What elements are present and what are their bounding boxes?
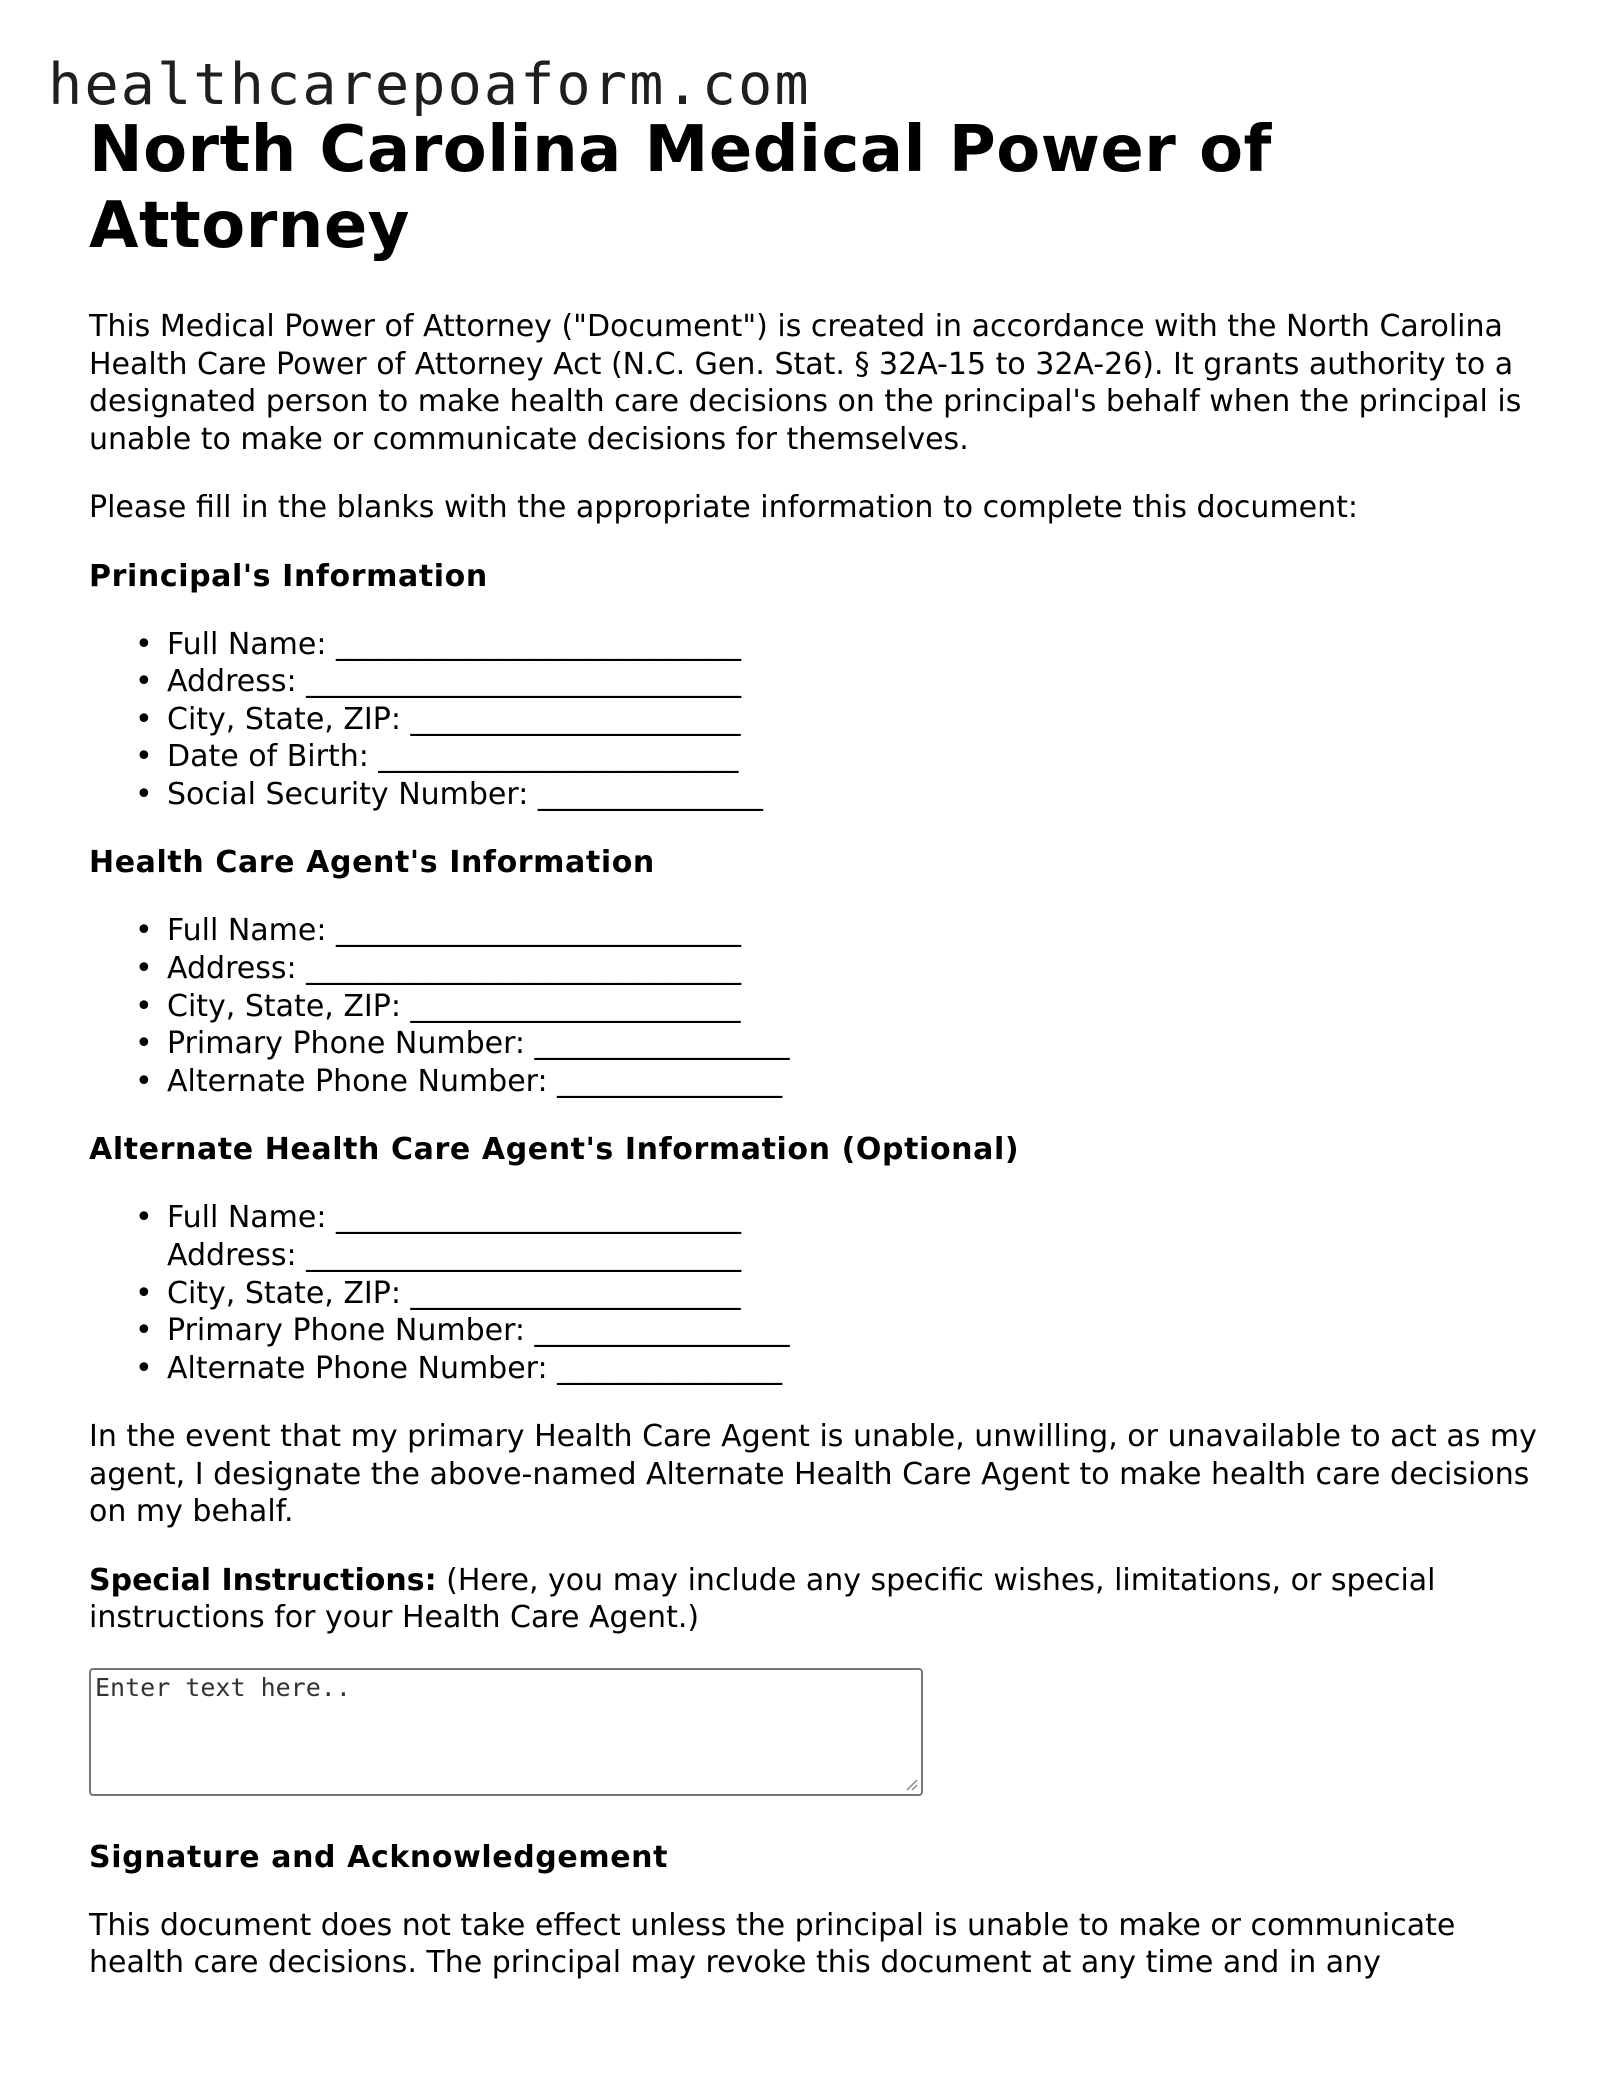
alternate-agent-full-name[interactable]	[135, 1199, 1539, 1237]
field-label: Full Name: ___________________________	[167, 626, 741, 662]
alternate-agent-city-state-zip[interactable]	[135, 1275, 1539, 1313]
field-label: City, State, ZIP: ______________________	[167, 1275, 741, 1311]
alternate-agent-primary-phone[interactable]	[135, 1312, 1539, 1350]
page-title: North Carolina Medical Power of Attorney	[89, 113, 1272, 263]
bullet-icon: •	[135, 776, 153, 812]
principal-ssn[interactable]	[135, 776, 1539, 814]
signature-heading: Signature and Acknowledgement	[89, 1839, 669, 1875]
agent-full-name[interactable]	[135, 912, 1539, 950]
bullet-icon: •	[135, 1313, 153, 1349]
bullet-icon: •	[135, 739, 153, 775]
bullet-icon: •	[135, 1275, 153, 1311]
principal-heading: Principal's Information	[89, 558, 488, 594]
principal-full-name[interactable]	[135, 626, 1539, 664]
field-label: Address: _____________________________	[167, 1238, 742, 1274]
intro-paragraph: This Medical Power of Attorney ("Document") is created in accordance with the North Carolina Health Care Power of Attorney Act (N.C. Gen. Stat. § 32A-15 to 32A-26). It grants authority to a designated person to make health care decisions on the principal's behalf when the principal is unable to make or communicate decisions for themselves.	[89, 309, 1522, 457]
resize-grip-icon[interactable]	[904, 1777, 918, 1791]
alternate-designation-paragraph: In the event that my primary Health Care Agent is unable, unwilling, or unavailable to act as my agent, I designate the above-named Alternate Health Care Agent to make health care decisions on my behalf.	[89, 1419, 1537, 1530]
special-instructions-textarea[interactable]	[89, 1668, 923, 1796]
principal-city-state-zip[interactable]	[135, 701, 1539, 739]
agent-city-state-zip[interactable]	[135, 988, 1539, 1026]
field-label: Full Name: ___________________________	[167, 913, 741, 949]
signature-paragraph: This document does not take effect unless the principal is unable to make or communicate health care decisions. The principal may revoke this document at any time and in any	[89, 1907, 1456, 1981]
field-label: Primary Phone Number: _________________	[167, 1026, 790, 1062]
field-label: City, State, ZIP: ______________________	[167, 988, 741, 1024]
alternate-agent-list	[89, 1199, 1539, 1387]
agent-list	[89, 912, 1539, 1100]
alternate-agent-heading: Alternate Health Care Agent's Information (Optional)	[89, 1132, 1020, 1168]
field-label: City, State, ZIP: ______________________	[167, 701, 741, 737]
special-instructions-text: (Here, you may include any specific wishes, limitations, or special instructions for your Health Care Agent.)	[89, 1562, 1436, 1636]
field-label: Alternate Phone Number: _______________	[167, 1350, 783, 1386]
site-watermark: healthcarepoaform.com	[48, 52, 811, 118]
bullet-icon: •	[135, 664, 153, 700]
special-instructions-label: Special Instructions:	[89, 1562, 437, 1598]
bullet-icon: •	[135, 951, 153, 987]
field-label: Date of Birth: ________________________	[167, 739, 739, 775]
agent-alternate-phone[interactable]	[135, 1063, 1539, 1101]
principal-date-of-birth[interactable]	[135, 738, 1539, 776]
field-label: Full Name: ___________________________	[167, 1200, 741, 1236]
field-label: Address: _____________________________	[167, 664, 742, 700]
principal-list	[89, 626, 1539, 814]
principal-address[interactable]	[135, 663, 1539, 701]
bullet-icon: •	[135, 1026, 153, 1062]
field-label: Social Security Number: _______________	[167, 776, 763, 812]
textarea-placeholder: Enter text here..	[95, 1672, 351, 1702]
field-label: Alternate Phone Number: _______________	[167, 1063, 783, 1099]
alternate-agent-alternate-phone[interactable]	[135, 1350, 1539, 1388]
document-page	[89, 112, 1539, 1982]
special-instructions-paragraph	[89, 1562, 1539, 1637]
bullet-icon: •	[135, 701, 153, 737]
field-label: Primary Phone Number: _________________	[167, 1313, 790, 1349]
field-label: Address: _____________________________	[167, 951, 742, 987]
alternate-agent-address[interactable]	[167, 1237, 1539, 1275]
bullet-icon: •	[135, 1350, 153, 1386]
bullet-icon: •	[135, 626, 153, 662]
fill-instructions: Please fill in the blanks with the appropriate information to complete this document:	[89, 490, 1359, 525]
agent-primary-phone[interactable]	[135, 1025, 1539, 1063]
bullet-icon: •	[135, 988, 153, 1024]
agent-heading: Health Care Agent's Information	[89, 845, 655, 881]
agent-address[interactable]	[135, 950, 1539, 988]
bullet-icon: •	[135, 913, 153, 949]
bullet-icon: •	[135, 1200, 153, 1236]
bullet-icon: •	[135, 1063, 153, 1099]
